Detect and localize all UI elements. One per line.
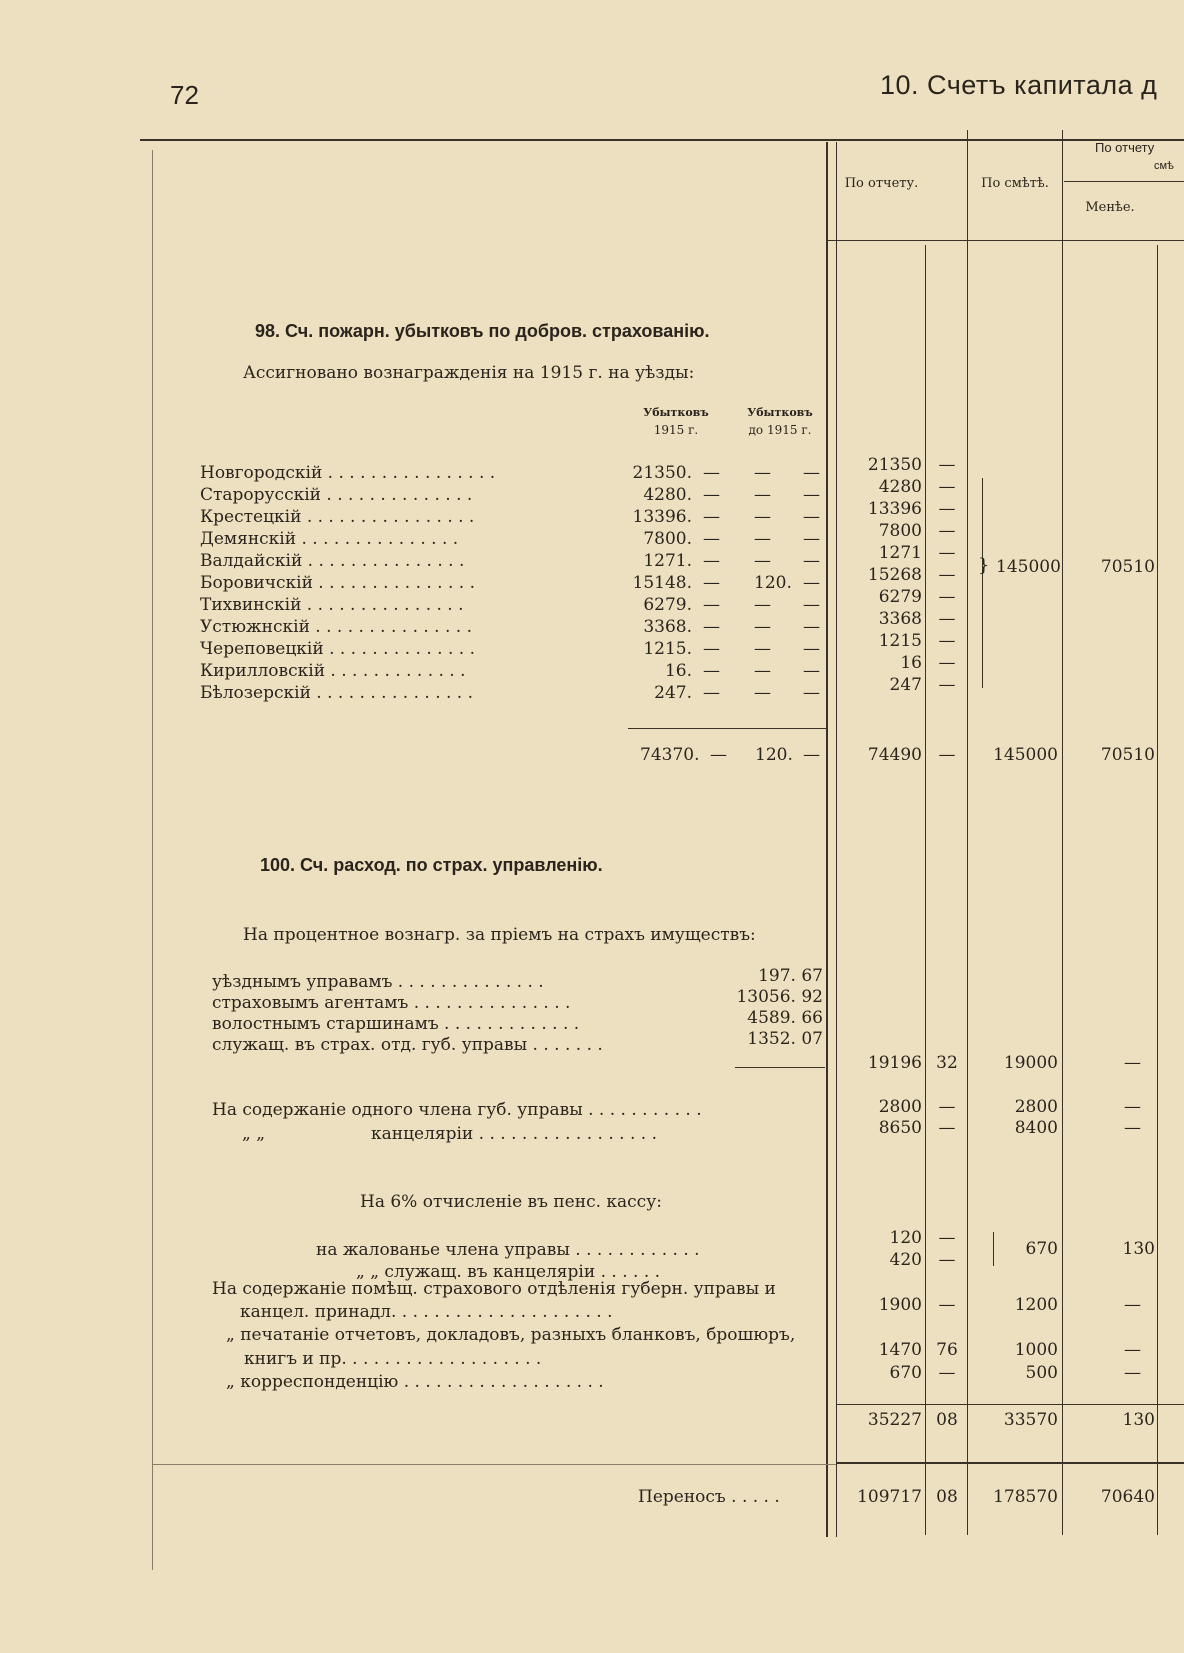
pension-row-report: 420 (889, 1250, 922, 1270)
total-98-kop: — (938, 745, 956, 765)
section-98-title: 98. Сч. пожарн. убытковъ по добров. страхованію. (255, 321, 710, 341)
col-header-less: Менѣе. (1085, 200, 1135, 215)
district-kop: — (938, 521, 956, 541)
line-correspondence-report: 670 (889, 1363, 922, 1383)
district-prev: — (754, 463, 771, 483)
brace-less: 70510 (1100, 557, 1155, 577)
line-premises-label-1: На содержаніе помѣщ. страхового отдѣленія губерн. управы и (212, 1279, 776, 1299)
sub-total-less: — (1124, 1053, 1141, 1073)
district-kop: — (938, 587, 956, 607)
col-head-1915-year: 1915 г. (653, 423, 699, 437)
line-premises-label-2: канцел. принадл. . . . . . . . . . . . . . . . . . . . . (240, 1302, 613, 1322)
col-header-estimate: По смѣтѣ. (981, 176, 1049, 191)
sub-row-label: уѣзднымъ управамъ . . . . . . . . . . . . . . (212, 972, 544, 992)
col-head-1915: Убытковъ (643, 406, 709, 419)
district-dash1: — (703, 507, 720, 527)
district-dash1: — (703, 573, 720, 593)
line-member-label: На содержаніе одного члена губ. управы . . . . . . . . . . . (212, 1100, 702, 1120)
district-dash2: — (803, 683, 820, 703)
total-100-kop: 08 (936, 1410, 958, 1430)
district-name: Крестецкій . . . . . . . . . . . . . . . . (200, 507, 475, 527)
district-name: Череповецкій . . . . . . . . . . . . . . (200, 639, 475, 659)
district-prev: — (754, 485, 771, 505)
district-name: Боровичскій . . . . . . . . . . . . . . . (200, 573, 476, 593)
district-dash2: — (803, 617, 820, 637)
district-report: 7800 (878, 521, 922, 541)
line-premises-less: — (1124, 1295, 1141, 1315)
district-name: Новгородскій . . . . . . . . . . . . . . . . (200, 463, 496, 483)
col-header-report: По отчету. (844, 176, 919, 191)
district-report: 6279 (878, 587, 922, 607)
district-prev: — (754, 529, 771, 549)
total-98-estimate: 145000 (993, 745, 1058, 765)
district-dash2: — (803, 507, 820, 527)
district-report: 247 (889, 675, 922, 695)
carry-kop: 08 (936, 1487, 958, 1507)
sub-total-estimate: 19000 (1003, 1053, 1058, 1073)
district-dash1: — (703, 617, 720, 637)
col-rule-menee (1157, 245, 1158, 1535)
line-printing-less: — (1124, 1340, 1141, 1360)
district-dash1: — (703, 529, 720, 549)
sub-row-value: 13056. 92 (736, 987, 823, 1007)
district-1915: 7800. (643, 529, 692, 549)
page-number: 72 (170, 80, 199, 110)
district-prev: — (754, 661, 771, 681)
carry-label: Переносъ . . . . . (638, 1487, 780, 1507)
district-prev: — (754, 551, 771, 571)
carry-less: 70640 (1100, 1487, 1155, 1507)
line-premises-estimate: 1200 (1014, 1295, 1058, 1315)
col-rule-text-2 (836, 142, 837, 1537)
district-prev: — (754, 683, 771, 703)
section-98-total-rule (628, 728, 828, 729)
line-chancellery-ditto: „ „ (242, 1124, 266, 1144)
district-name: Демянскій . . . . . . . . . . . . . . . (200, 529, 459, 549)
section-100-total-rule-bottom (836, 1462, 1184, 1464)
district-dash1: — (703, 639, 720, 659)
district-dash2: — (803, 463, 820, 483)
line-member-less: — (1124, 1097, 1141, 1117)
carry-report: 109717 (857, 1487, 922, 1507)
line-printing-label-2: книгъ и пр. . . . . . . . . . . . . . . . . . . (244, 1349, 542, 1369)
district-report: 1215 (878, 631, 922, 651)
district-report: 13396 (867, 499, 922, 519)
line-premises-kop: — (938, 1295, 956, 1315)
district-dash2: — (803, 485, 820, 505)
pension-row-label: „ „ служащ. въ канцеляріи . . . . . . (356, 1262, 661, 1282)
line-member-estimate: 2800 (1014, 1097, 1058, 1117)
total-100-less: 130 (1122, 1410, 1155, 1430)
district-report: 4280 (878, 477, 922, 497)
district-dash1: — (703, 595, 720, 615)
col-head-before-1915: Убытковъ (747, 406, 813, 419)
pension-row-kop: — (938, 1250, 956, 1270)
sub-row-value: 197. 67 (758, 966, 823, 986)
district-kop: — (938, 499, 956, 519)
district-kop: — (938, 455, 956, 475)
line-chancellery-kop: — (938, 1118, 956, 1138)
district-dash1: — (703, 485, 720, 505)
district-kop: — (938, 609, 956, 629)
carry-estimate: 178570 (993, 1487, 1058, 1507)
left-margin-rule (152, 150, 153, 1570)
sub-row-label: служащ. въ страх. отд. губ. управы . . . . . . . (212, 1035, 603, 1055)
col-rule-text (826, 142, 828, 1537)
district-kop: — (938, 631, 956, 651)
district-1915: 6279. (643, 595, 692, 615)
district-report: 21350 (867, 455, 922, 475)
district-1915: 15148. (632, 573, 692, 593)
line-chancellery-label: канцеляріи . . . . . . . . . . . . . . . . . (371, 1124, 657, 1144)
district-1915: 21350. (632, 463, 692, 483)
pension-row-kop: — (938, 1228, 956, 1248)
district-prev: 120. (754, 573, 792, 593)
district-1915: 1215. (643, 639, 692, 659)
section-100-subtitle: На процентное вознагр. за пріемъ на страхъ имуществъ: (243, 925, 756, 945)
district-prev: — (754, 617, 771, 637)
total-98-prev: 120. (755, 745, 793, 765)
pension-row-report: 120 (889, 1228, 922, 1248)
district-1915: 247. (654, 683, 692, 703)
line-printing-label-1: „ печатаніе отчетовъ, докладовъ, разныхъ бланковъ, брошюръ, (226, 1325, 796, 1345)
total-98-dash1: — (710, 745, 727, 765)
total-98-dash2: — (803, 745, 820, 765)
col-head-before-1915-year: до 1915 г. (748, 423, 812, 437)
district-name: Бѣлозерскій . . . . . . . . . . . . . . . (200, 683, 474, 703)
col-rule-smeta (1062, 130, 1063, 1535)
pension-less: 130 (1122, 1239, 1155, 1259)
section-100-left-rule (152, 1464, 836, 1465)
district-1915: 4280. (643, 485, 692, 505)
district-prev: — (754, 507, 771, 527)
district-prev: — (754, 639, 771, 659)
top-rule (140, 139, 1184, 141)
district-name: Устюжнскій . . . . . . . . . . . . . . . (200, 617, 473, 637)
district-dash2: — (803, 573, 820, 593)
district-kop: — (938, 675, 956, 695)
total-100-estimate: 33570 (1003, 1410, 1058, 1430)
header-bottom-rule (826, 240, 1184, 241)
district-name: Тихвинскій . . . . . . . . . . . . . . . (200, 595, 464, 615)
total-98-1915: 74370. (640, 745, 700, 765)
line-member-kop: — (938, 1097, 956, 1117)
sub-row-label: волостнымъ старшинамъ . . . . . . . . . . . . . (212, 1014, 580, 1034)
section-100-title: 100. Сч. расход. по страх. управленію. (260, 855, 603, 875)
district-kop: — (938, 565, 956, 585)
col-header-report-estimate: По отчету (1095, 140, 1155, 155)
total-100-report: 35227 (867, 1410, 922, 1430)
pension-estimate: 670 (1025, 1239, 1058, 1259)
brace-point: } (978, 555, 990, 576)
district-1915: 16. (664, 661, 692, 681)
district-report: 3368 (878, 609, 922, 629)
pension-row-label: на жалованье члена управы . . . . . . . . . . . . (316, 1240, 700, 1260)
page-title: 10. Счетъ капитала д (880, 70, 1158, 100)
district-report: 1271 (878, 543, 922, 563)
brace-left (982, 478, 983, 688)
district-1915: 3368. (643, 617, 692, 637)
header-sub-rule (1064, 181, 1184, 182)
line-chancellery-less: — (1124, 1118, 1141, 1138)
line-printing-report: 1470 (878, 1340, 922, 1360)
district-1915: 1271. (643, 551, 692, 571)
district-report: 16 (900, 653, 922, 673)
sub-row-value: 4589. 66 (747, 1008, 823, 1028)
brace-estimate: 145000 (996, 557, 1061, 577)
section-98-subtitle: Ассигновано вознагражденія на 1915 г. на уѣзды: (243, 363, 695, 383)
district-name: Валдайскій . . . . . . . . . . . . . . . (200, 551, 465, 571)
district-dash2: — (803, 661, 820, 681)
line-correspondence-kop: — (938, 1363, 956, 1383)
col-rule-rub (925, 245, 926, 1535)
district-dash1: — (703, 661, 720, 681)
line-correspondence-less: — (1124, 1363, 1141, 1383)
line-printing-kop: 76 (936, 1340, 958, 1360)
sub-row-label: страховымъ агентамъ . . . . . . . . . . . . . . . (212, 993, 571, 1013)
district-name: Старорусскій . . . . . . . . . . . . . . (200, 485, 473, 505)
district-dash1: — (703, 683, 720, 703)
district-dash1: — (703, 551, 720, 571)
line-chancellery-report: 8650 (878, 1118, 922, 1138)
pension-title: На 6% отчисленіе въ пенс. кассу: (360, 1192, 662, 1212)
district-dash2: — (803, 551, 820, 571)
district-dash2: — (803, 595, 820, 615)
district-prev: — (754, 595, 771, 615)
line-correspondence-label: „ корреспонденцію . . . . . . . . . . . . . . . . . . . (226, 1372, 604, 1392)
district-1915: 13396. (632, 507, 692, 527)
district-report: 15268 (867, 565, 922, 585)
district-name: Кирилловскій . . . . . . . . . . . . . (200, 661, 466, 681)
col-rule-kop (967, 130, 968, 1535)
sub-total-report: 19196 (867, 1053, 922, 1073)
total-98-report: 74490 (867, 745, 922, 765)
line-printing-estimate: 1000 (1014, 1340, 1058, 1360)
district-kop: — (938, 477, 956, 497)
district-dash2: — (803, 529, 820, 549)
line-chancellery-estimate: 8400 (1014, 1118, 1058, 1138)
district-kop: — (938, 653, 956, 673)
sub-row-value: 1352. 07 (747, 1029, 823, 1049)
district-dash1: — (703, 463, 720, 483)
col-header-estimate-fragment: смѣ (1154, 160, 1174, 172)
sub-total-kop: 32 (936, 1053, 958, 1073)
line-correspondence-estimate: 500 (1025, 1363, 1058, 1383)
sub-total-rule (735, 1067, 825, 1068)
section-100-total-rule-top (836, 1404, 1184, 1405)
district-kop: — (938, 543, 956, 563)
district-dash2: — (803, 639, 820, 659)
line-premises-report: 1900 (878, 1295, 922, 1315)
line-member-report: 2800 (878, 1097, 922, 1117)
total-98-less: 70510 (1100, 745, 1155, 765)
